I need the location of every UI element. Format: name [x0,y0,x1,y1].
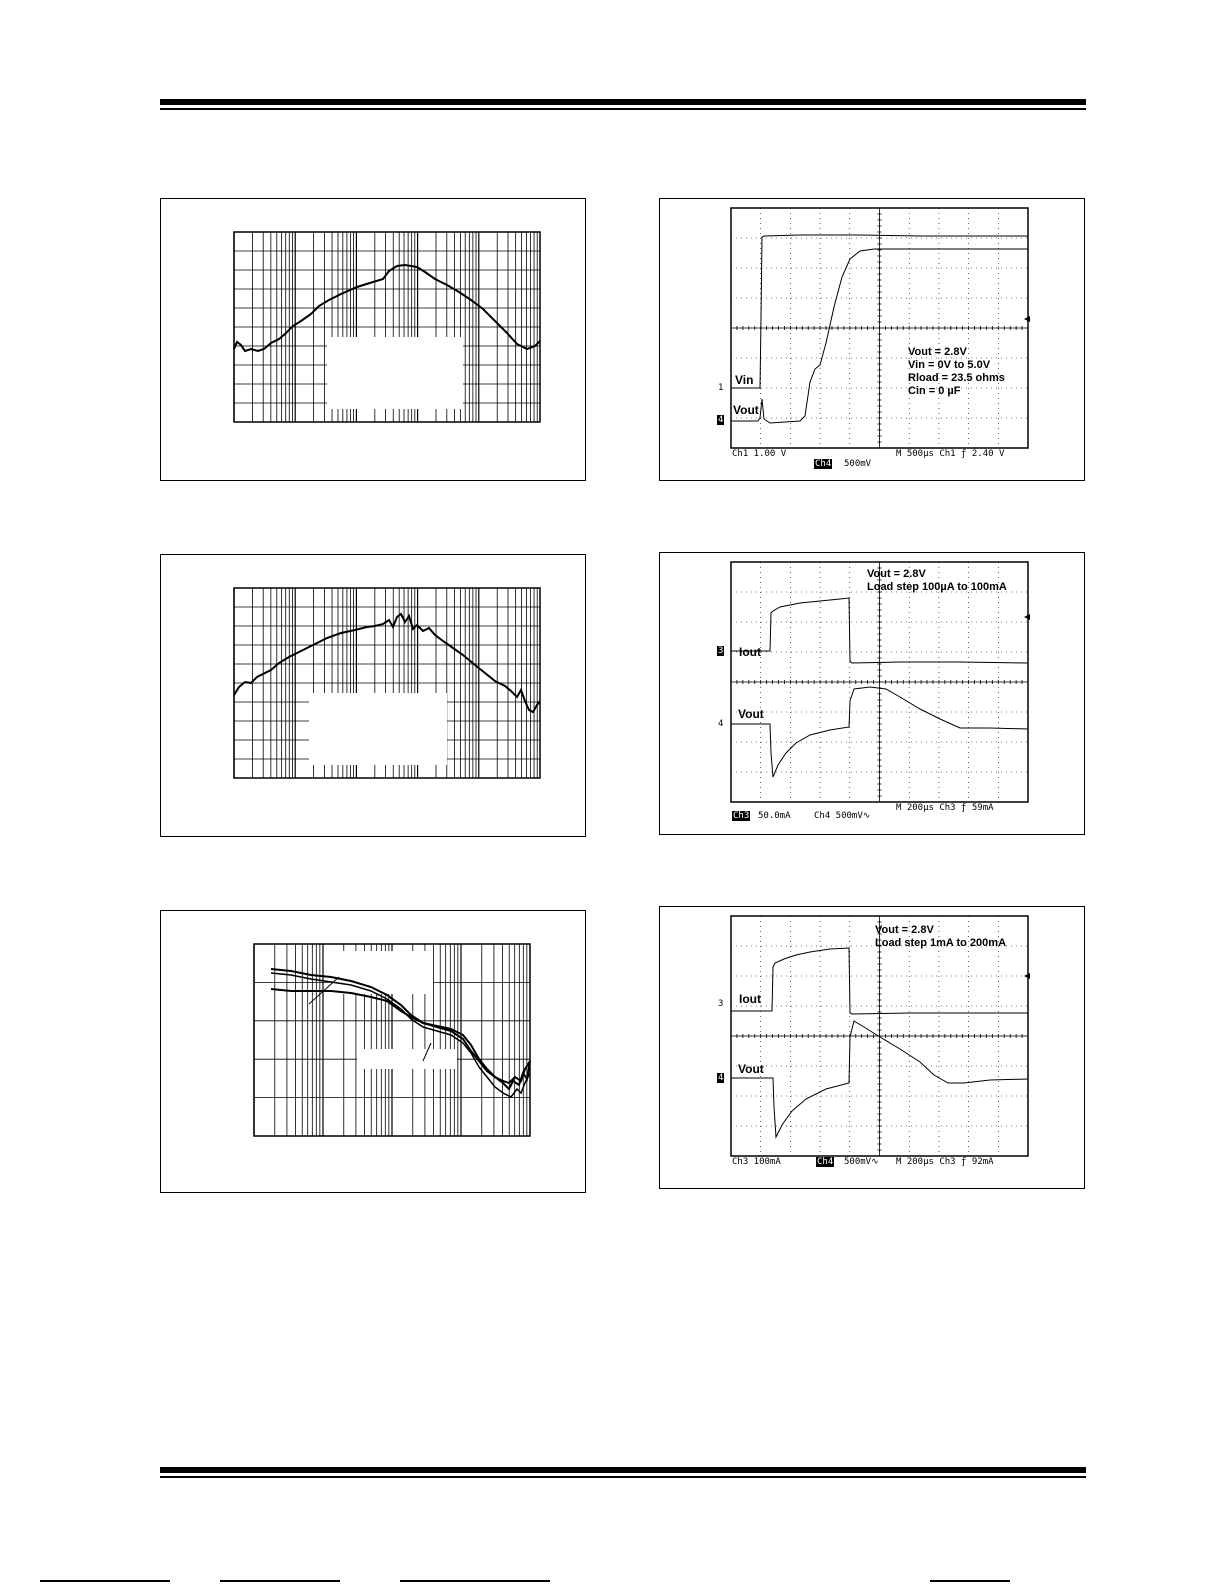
scope-1-footer-left: Ch1 1.00 V [732,449,787,459]
scope-3-trigger-arrow [1024,973,1030,979]
scope-2-footer-left: 50.0mA [758,811,791,821]
scope-2 [660,553,1086,836]
scope-3-footer-right: M 200µs Ch3 ƒ 92mA [896,1157,994,1167]
scope-panel-3 [659,906,1085,1189]
graph-2 [161,555,587,838]
graph-panel-3 [160,910,586,1193]
scope-3-footer-left: Ch3 100mA [732,1157,781,1167]
scope-panel-2 [659,552,1085,835]
scope-1-footer-ch4: Ch4 [815,459,832,469]
scope-3-marker-3: 3 [718,999,724,1009]
edge-fragment [930,1580,1010,1582]
scope-3-footer-ch4: Ch4 [817,1157,834,1167]
graph-panel-1 [160,198,586,481]
scope-2-marker-3: 3 [718,646,724,656]
footer-rule-thick [160,1467,1086,1473]
graph-3-legend-top [337,951,433,994]
scope-3 [660,907,1086,1190]
scope-2-vout-label: Vout [738,707,764,721]
scope-2-trigger-arrow [1024,614,1030,620]
scope-1-marker-4: 4 [718,415,724,425]
scope-2-iout-label: Iout [739,645,761,659]
scope-2-footer-right: M 200µs Ch3 ƒ 59mA [896,803,994,813]
scope-2-footer-ch3: Ch3 [733,811,750,821]
graph-2-legend-box [309,693,447,765]
edge-fragment [40,1580,170,1582]
scope-1-vin-label: Vin [735,373,754,387]
header-rule-thick [160,99,1086,105]
edge-fragment [220,1580,340,1582]
graph-1-legend-box [327,337,463,409]
scope-1 [660,199,1086,482]
scope-3-annotation-0: Vout = 2.8V [875,924,934,936]
scope-1-grid [731,208,1028,448]
scope-2-annotation-1: Load step 100µA to 100mA [867,581,1007,593]
scope-2-footer-mid: Ch4 500mV∿ [814,811,871,821]
scope-3-iout-label: Iout [739,992,761,1006]
scope-2-grid [731,562,1028,802]
scope-1-annotation-1: Vin = 0V to 5.0V [908,359,991,371]
scope-1-annotation-3: Cin = 0 µF [908,385,961,397]
scope-panel-1 [659,198,1085,481]
edge-fragment [400,1580,550,1582]
graph-panel-2 [160,554,586,837]
header-rule-thin [160,108,1086,110]
scope-1-trigger-arrow [1024,316,1030,322]
scope-1-footer-right: M 500µs Ch1 ƒ 2.40 V [896,449,1005,459]
scope-1-annotation-0: Vout = 2.8V [908,346,967,358]
scope-3-footer-mid: 500mV∿ [844,1157,879,1167]
scope-3-vout-label: Vout [738,1062,764,1076]
scope-1-vout-label: Vout [733,403,759,417]
graph-3 [161,911,587,1194]
bottom-edge-fragments [0,1578,1225,1585]
scope-3-marker-4: 4 [718,1073,724,1083]
scope-3-annotation-1: Load step 1mA to 200mA [875,937,1007,949]
scope-3-grid [731,916,1028,1156]
scope-2-annotation-0: Vout = 2.8V [867,568,926,580]
scope-1-footer-ch4-scale: 500mV [844,459,872,469]
scope-1-annotation-2: Rload = 23.5 ohms [908,372,1005,384]
footer-rule-thin [160,1476,1086,1478]
scope-1-marker-1: 1 [718,383,724,393]
graph-3-legend-bottom [357,1049,457,1069]
graph-1 [161,199,587,482]
scope-2-marker-4: 4 [718,719,724,729]
